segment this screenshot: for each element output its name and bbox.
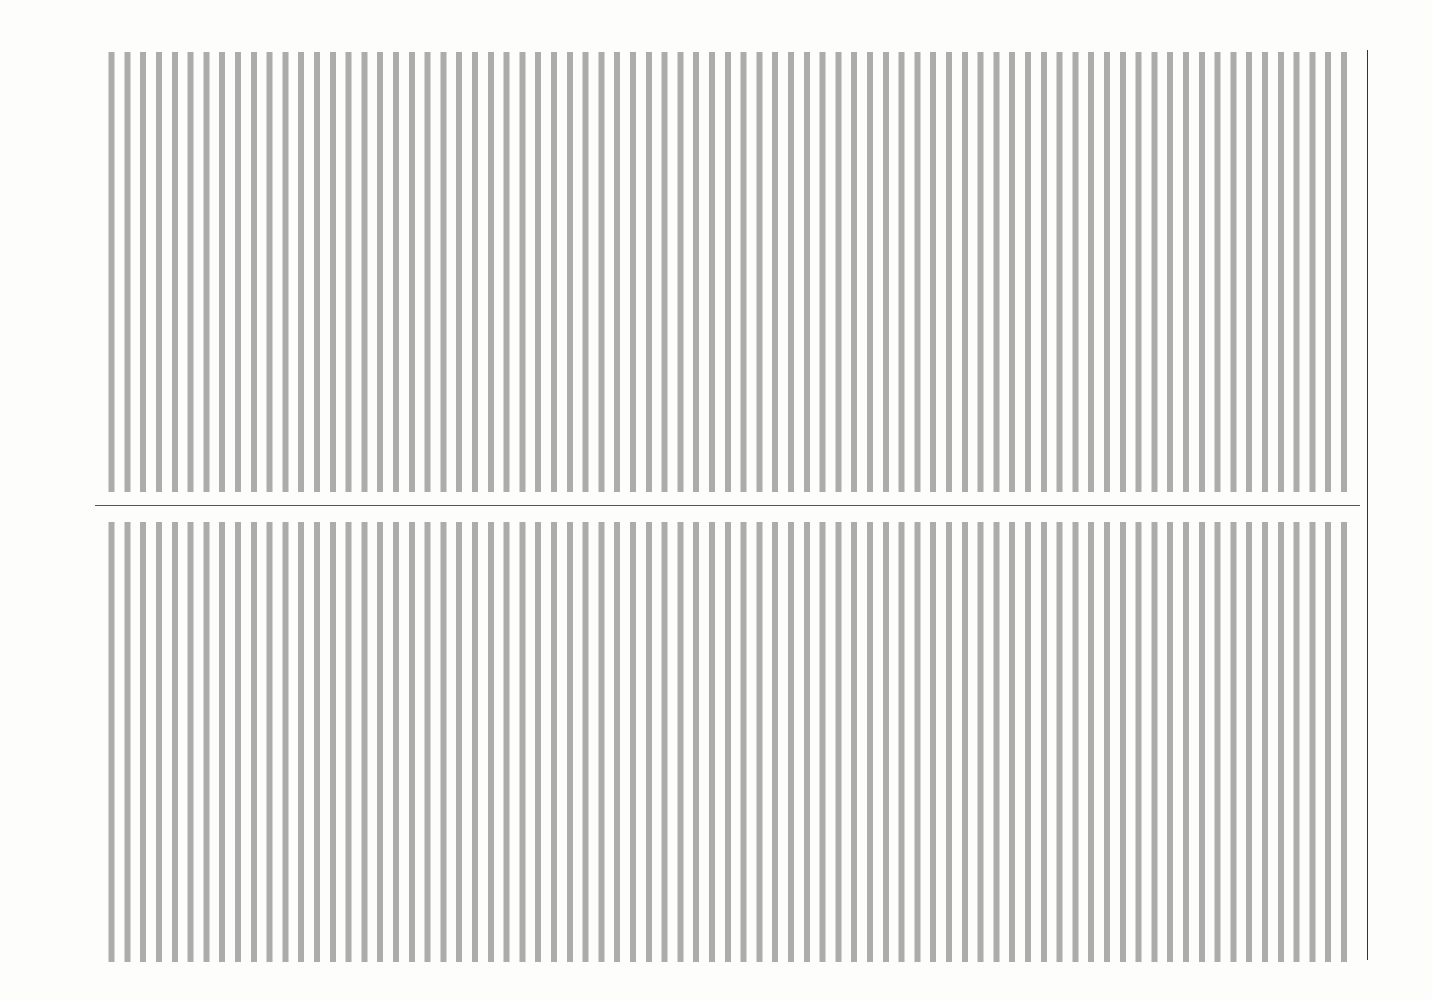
rotated-page-content: [90, 30, 1410, 980]
running-header: [1360, 30, 1410, 980]
text-column-right: [102, 522, 1352, 962]
column-divider: [95, 505, 1360, 506]
digitization-note: [1414, 20, 1430, 980]
header-rule: [1367, 50, 1368, 960]
text-column-left: [102, 52, 1352, 492]
